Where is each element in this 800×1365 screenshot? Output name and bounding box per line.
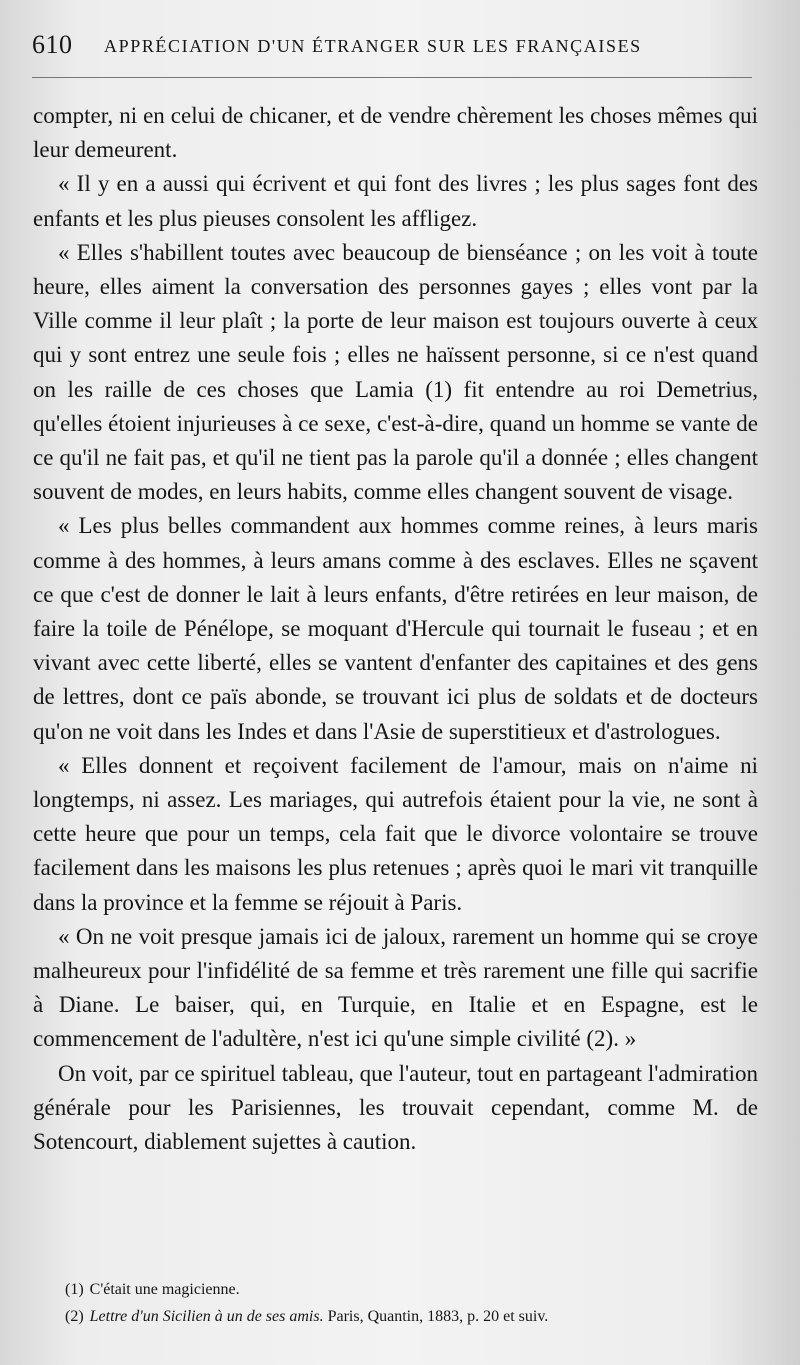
- paragraph-conclusion: On voit, par ce spirituel tableau, que l'auteur, tout en partageant l'admiration générale pour les Parisiennes, les trouvait cependant, comme M. de Sotencourt, diablement sujettes à caution.: [33, 1060, 758, 1155]
- paragraph: « Les plus belles commandent aux hommes comme reines, à leurs maris comme à des hommes, à leurs amans comme à des esclaves. Elles ne sçavent ce que c'est de donner le lait à leurs enfants, d'être retirées en leur maison, de faire la toile de Pénélope, se moquant d'Hercule qui tournait le fuseau ; et en vivant avec cette liberté, elles se vantent d'enfanter des capitaines et des gens de lettres, dont ce païs abonde, se trouvant ici plus de soldats et de docteurs qu'on ne voit dans les Indes et dans l'Asie de superstitieux et d'astrologues.: [33, 513, 758, 744]
- footnote-1: [65, 1276, 755, 1303]
- footnote-label: (1): [65, 1281, 84, 1298]
- footnote-text: Paris, Quantin, 1883, p. 20 et suiv.: [327, 1308, 549, 1325]
- header-rule: [32, 77, 752, 78]
- paragraph: « Elles donnent et reçoivent facilement de l'amour, mais on n'aime ni longtemps, ni assez. Les mariages, qui autrefois étaient pour la vie, ne sont à cette heure que pour un temps, cela fait que le divorce volontaire se trouve facilement dans les maisons les plus retenues ; après quoi le mari vit tranquille dans la province et la femme se réjouit à Paris.: [33, 752, 758, 915]
- footnote-cited-title: Lettre d'un Sicilien à un de ses amis.: [89, 1308, 324, 1325]
- page-number: 610: [32, 30, 73, 59]
- body-text: [33, 99, 758, 1159]
- paragraph: « Elles s'habillent toutes avec beaucoup de bienséance ; on les voit à toute heure, elles aiment la conversation des personnes gayes ; elles vont par la Ville comme il leur plaît ; la porte de leur maison est toujours ouverte à ceux qui y sont entrez une seule fois ; elles ne haïssent personne, si ce n'est quand on les raille de ces choses que Lamia (1) fit entendre au roi Demetrius, qu'elles étoient injurieuses à ce sexe, c'est-à-dire, quand un homme se vante de ce qu'il ne fait pas, et qu'il ne tient pas la parole qu'il a donnée ; elles changent souvent de modes, en leurs habits, comme elles changent souvent de visage.: [33, 239, 758, 505]
- page-header: [32, 30, 752, 64]
- paragraph-continuation: compter, ni en celui de chicaner, et de vendre chèrement les choses mêmes qui leur demeurent.: [33, 103, 758, 163]
- footnote-label: (2): [65, 1308, 84, 1325]
- running-title: APPRÉCIATION D'UN ÉTRANGER SUR LES FRANÇAISES: [104, 36, 642, 56]
- paragraph: « On ne voit presque jamais ici de jaloux, rarement un homme qui se croye malheureux pour l'infidélité de sa femme et très rarement une fille qui sacrifie à Diane. Le baiser, qui, en Turquie, en Italie et en Espagne, est le commencement de l'adultère, n'est ici qu'une simple civilité (2). »: [33, 923, 758, 1052]
- footnote-2: [65, 1303, 755, 1330]
- footnote-text: C'était une magicienne.: [89, 1281, 240, 1298]
- paragraph: « Il y en a aussi qui écrivent et qui font des livres ; les plus sages font des enfants et les plus pieuses consolent les affligez.: [33, 171, 758, 231]
- footnotes: [65, 1276, 755, 1330]
